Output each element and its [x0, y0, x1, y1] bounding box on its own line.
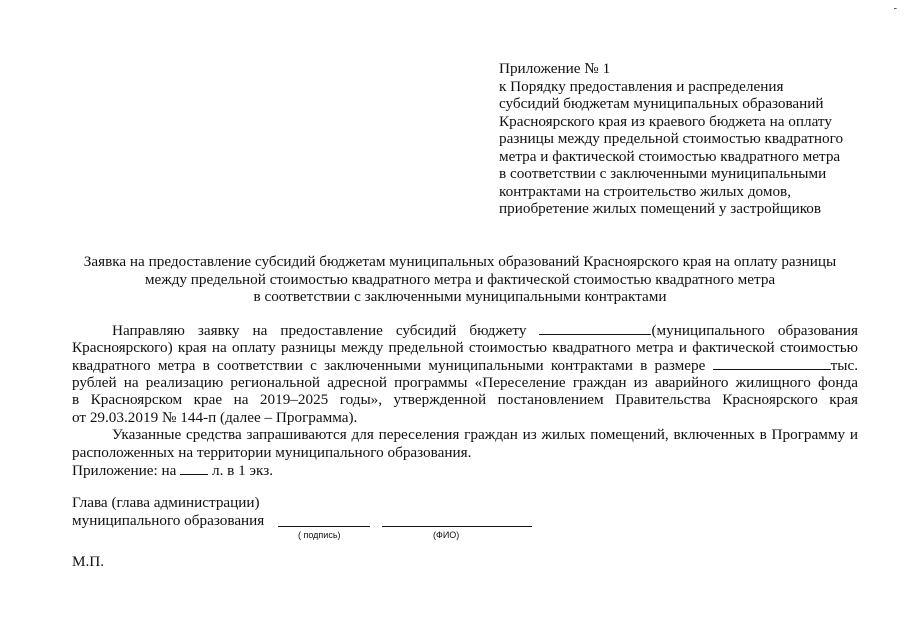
body-line: Красноярского) края на оплату разницы между предельной стоимостью квадратного метра и фактической стоимостью	[72, 338, 858, 356]
document-title	[60, 253, 860, 306]
body-text: (муниципального образования	[651, 322, 858, 339]
body-line: в Красноярском крае на 2019–2025 годы», утвержденной постановлением Правительства Красноярского края	[72, 391, 858, 408]
appendix-line: контрактами на строительство жилых домов,	[499, 182, 792, 200]
corner-mark: -	[893, 3, 897, 14]
appendix-line: в соответствии с заключенными муниципальными	[499, 165, 827, 182]
stamp-place-label: М.П.	[72, 553, 105, 570]
appendix-line: Приложение № 1	[499, 60, 611, 77]
body-text: тыс.	[830, 357, 859, 374]
attachment-line	[72, 461, 858, 480]
full-name-caption: (ФИО)	[433, 530, 460, 540]
appendix-line: приобретение жилых помещений у застройщиков	[499, 200, 822, 217]
body-line: Указанные средства запрашиваются для переселения граждан из жилых помещений, включенных в Программу и	[112, 426, 858, 443]
body-line	[72, 356, 858, 374]
body-text: квадратного метра в соответствии с заключенными муниципальными контрактами в размере	[72, 357, 706, 374]
appendix-header	[499, 60, 899, 218]
appendix-line: разницы между предельной стоимостью квадратного	[499, 130, 844, 147]
body-line	[72, 321, 858, 339]
title-line: в соответствии с заключенными муниципальными контрактами	[253, 288, 667, 305]
signature-caption: ( подпись)	[298, 530, 341, 540]
signature-block	[72, 494, 672, 529]
full-name-field[interactable]	[382, 526, 532, 527]
body-text: Приложение: на	[72, 462, 177, 479]
pages-count-blank[interactable]	[180, 461, 208, 475]
body-text: л. в 1 экз.	[212, 462, 274, 479]
body-line: расположенных на территории муниципального образования.	[72, 443, 472, 461]
appendix-line: метра и фактической стоимостью квадратного метра	[499, 147, 841, 165]
signatory-title: муниципального образования	[72, 511, 265, 529]
title-line: Заявка на предоставление субсидий бюджетам муниципальных образований Красноярского края на оплату разницы	[83, 253, 837, 270]
budget-name-blank[interactable]	[539, 321, 651, 335]
appendix-line: Красноярского края из краевого бюджета на оплату	[499, 112, 832, 130]
signature-field[interactable]	[278, 526, 370, 527]
document-body	[72, 321, 858, 480]
appendix-line: к Порядку предоставления и распределения	[499, 77, 784, 95]
appendix-line: субсидий бюджетам муниципальных образований	[499, 95, 824, 112]
signatory-title: Глава (глава администрации)	[72, 494, 260, 511]
title-line: между предельной стоимостью квадратного метра и фактической стоимостью квадратного метра	[144, 270, 776, 288]
amount-blank[interactable]	[713, 356, 831, 370]
body-text: Направляю заявку на предоставление субсидий бюджету	[112, 322, 527, 339]
body-line: от 29.03.2019 № 144-п (далее – Программа).	[72, 408, 358, 426]
body-line: рублей на реализацию региональной адресной программы «Переселение граждан из аварийного жилищного фонда	[72, 373, 858, 391]
